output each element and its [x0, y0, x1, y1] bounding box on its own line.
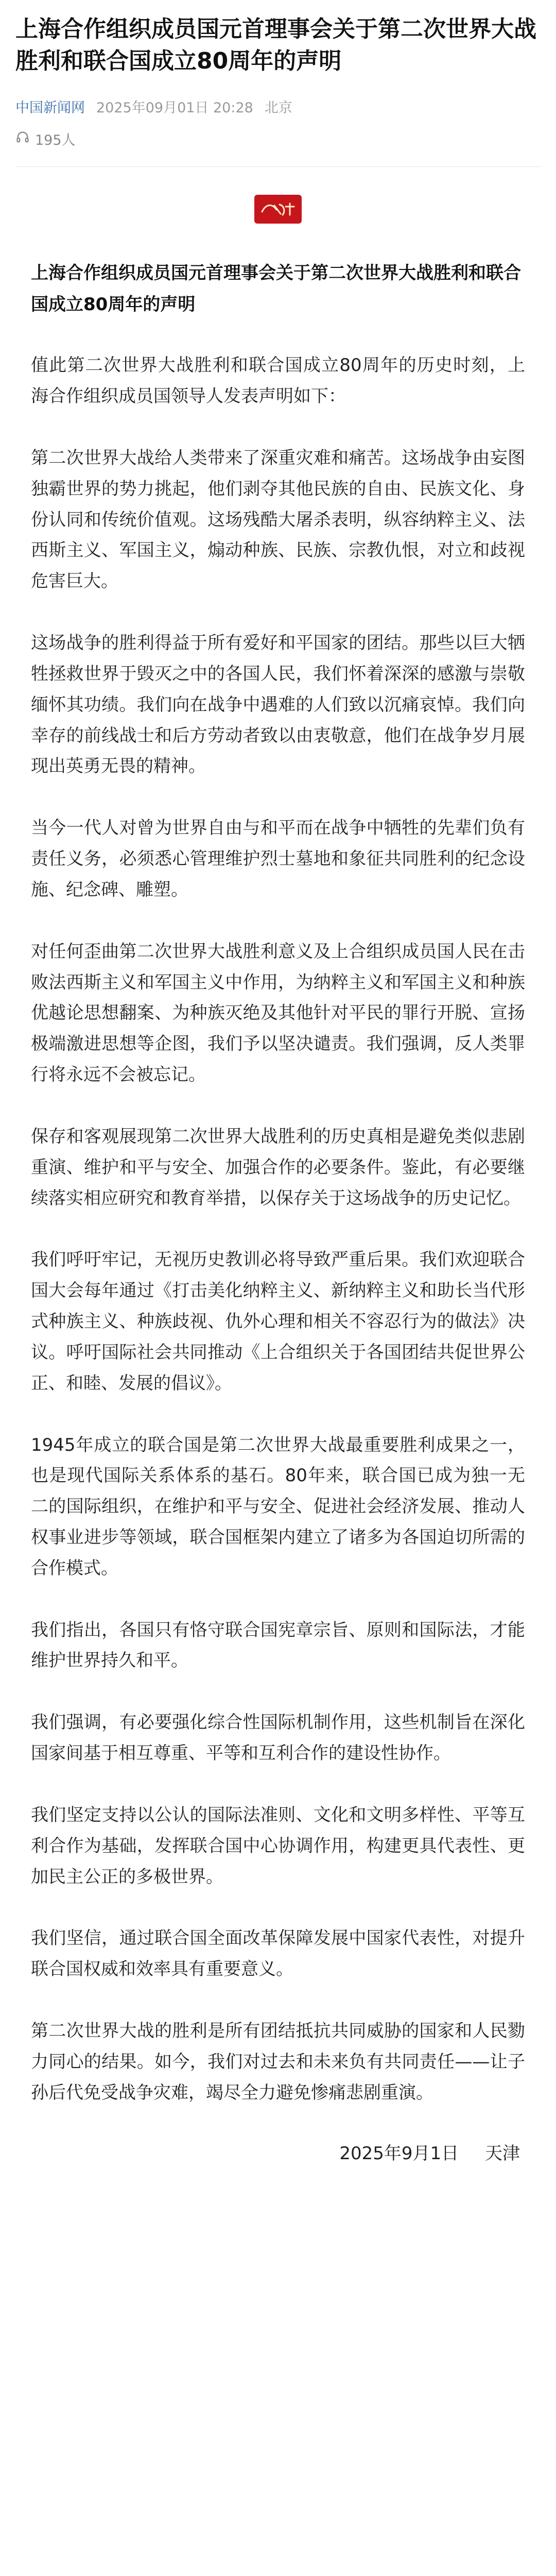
- article-body: [15, 258, 541, 2167]
- listen-count-row[interactable]: [15, 129, 541, 149]
- article-paragraph: 我们强调，有必要强化综合性国际机制作用，这些机制旨在深化国家间基于相互尊重、平等和互利合作的建设性协作。: [31, 1712, 525, 1764]
- article-paragraph: 保存和客观展现第二次世界大战胜利的历史真相是避免类似悲剧重演、维护和平与安全、加强合作的必要条件。鉴此，有必要继续落实相应研究和教育举措，以保存关于这场战争的历史记忆。: [31, 1126, 525, 1209]
- article-paragraph: 我们呼吁牢记，无视历史教训必将导致严重后果。我们欢迎联合国大会每年通过《打击美化纳粹主义、新纳粹主义和助长当代形式种族主义、种族歧视、仇外心理和相关不容忍行为的做法》决议。呼吁国际社会共同推动《上合组织关于各国团结共促世界公正、和睦、发展的倡议》。: [31, 1249, 525, 1394]
- signature: [31, 2140, 525, 2167]
- article-paragraph: 这场战争的胜利得益于所有爱好和平国家的团结。那些以巨大牺牲拯救世界于毁灭之中的各国人民，我们怀着深深的感激与崇敬缅怀其功绩。我们向在战争中遇难的人们致以沉痛哀悼。我们向幸存的前线战士和后方劳动者致以由衷敬意，他们在战争岁月展现出英勇无畏的精神。: [31, 633, 525, 777]
- article-paragraph: 对任何歪曲第二次世界大战胜利意义及上合组织成员国人民在击败法西斯主义和军国主义中作用，为纳粹主义和军国主义和种族优越论思想翻案、为种族灭绝及其他针对平民的罪行开脱、宣扬极端激进思想等企图，我们予以坚决谴责。我们强调，反人类罪行将永远不会被忘记。: [31, 941, 525, 1086]
- logo-wrap: [15, 195, 541, 224]
- article-paragraph: 我们指出，各国只有恪守联合国宪章宗旨、原则和国际法，才能维护世界持久和平。: [31, 1619, 525, 1671]
- listen-count: 195人: [35, 132, 76, 148]
- signature-date: 2025年9月1日: [339, 2143, 459, 2164]
- publish-location: 北京: [264, 99, 292, 116]
- article-paragraph: 当今一代人对曾为世界自由与和平而在战争中牺牲的先辈们负有责任义务，必须悉心管理维护烈士墓地和象征共同胜利的纪念设施、纪念碑、雕塑。: [31, 818, 525, 900]
- headphones-icon: [15, 130, 35, 148]
- article-paragraph: 第二次世界大战的胜利是所有团结抵抗共同威胁的国家和人民勠力同心的结果。如今，我们对过去和未来负有共同责任——让子孙后代免受战争灾难，竭尽全力避免惨痛悲剧重演。: [31, 2021, 525, 2103]
- page-title: 上海合作组织成员国元首理事会关于第二次世界大战胜利和联合国成立80周年的声明: [15, 16, 536, 75]
- article-paragraph: 1945年成立的联合国是第二次世界大战最重要胜利成果之一，也是现代国际关系体系的基石。80年来，联合国已成为独一无二的国际组织，在维护和平与安全、促进社会经济发展、推动人权事业进步等领域，联合国框架内建立了诸多为各国迫切所需的合作模式。: [31, 1434, 525, 1579]
- source-link[interactable]: 中国新闻网: [15, 99, 85, 116]
- article-paragraph: 我们坚定支持以公认的国际法准则、文化和文明多样性、平等互利合作为基础，发挥联合国中心协调作用，构建更具代表性、更加民主公正的多极世界。: [31, 1804, 525, 1887]
- article-paragraph: 我们坚信，通过联合国全面改革保障发展中国家代表性，对提升联合国权威和效率具有重要意义。: [31, 1928, 525, 1980]
- article-paragraph: 第二次世界大战给人类带来了深重灾难和痛苦。这场战争由妄图独霸世界的势力挑起，他们剥夺其他民族的自由、民族文化、身份认同和传统价值观。这场残酷大屠杀表明，纵容纳粹主义、法西斯主义、军国主义，煽动种族、民族、宗教仇恨，对立和歧视危害巨大。: [31, 447, 525, 592]
- publish-time: 2025年09月01日 20:28: [96, 99, 253, 116]
- signature-place: 天津: [485, 2143, 520, 2164]
- article-paragraph: 值此第二次世界大战胜利和联合国成立80周年的历史时刻，上海合作组织成员国领导人发表声明如下：: [31, 355, 525, 407]
- meta-row: [15, 96, 541, 116]
- divider: [15, 166, 541, 167]
- chinanews-logo: [254, 195, 302, 224]
- article-heading: 上海合作组织成员国元首理事会关于第二次世界大战胜利和联合国成立80周年的声明: [31, 262, 521, 315]
